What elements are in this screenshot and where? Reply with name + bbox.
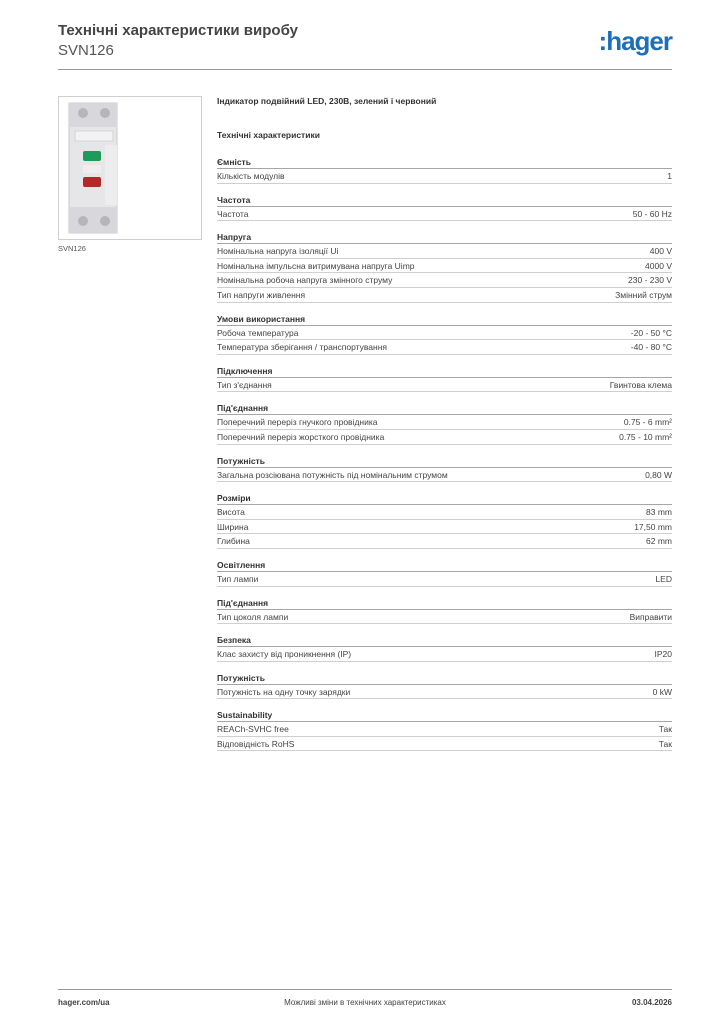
spec-row — [217, 288, 672, 303]
spec-row — [217, 737, 672, 752]
spec-value: -40 - 80 °C — [630, 342, 672, 353]
spec-row — [217, 520, 672, 535]
spec-section — [217, 313, 672, 355]
footer-note: Можливі зміни в технічних характеристиках — [284, 998, 446, 1007]
section-title: Умови використання — [217, 313, 672, 326]
spec-value: IP20 — [654, 649, 672, 660]
spec-value: 62 mm — [646, 536, 672, 547]
spec-label: Номінальна напруга ізоляції Ui — [217, 246, 339, 257]
section-title: Ємність — [217, 156, 672, 169]
spec-section — [217, 559, 672, 587]
section-title: Підключення — [217, 365, 672, 378]
spec-sections — [217, 156, 672, 751]
section-title: Напруга — [217, 231, 672, 244]
spec-label: Частота — [217, 208, 249, 219]
spec-value: 4000 V — [645, 260, 672, 271]
spec-value: 0 kW — [652, 686, 672, 697]
spec-label: Потужність на одну точку зарядки — [217, 686, 351, 697]
section-title: Під'єднання — [217, 402, 672, 415]
spec-label: Температура зберігання / транспортування — [217, 342, 388, 353]
spec-section — [217, 156, 672, 184]
spec-value: 83 mm — [646, 507, 672, 518]
spec-label: Загальна розсіювана потужність під номінальним струмом — [217, 469, 448, 480]
spec-row — [217, 326, 672, 341]
spec-value: Виправити — [629, 611, 672, 622]
spec-row — [217, 468, 672, 483]
spec-value: 50 - 60 Hz — [632, 208, 672, 219]
section-title: Потужність — [217, 672, 672, 685]
spec-value: Так — [658, 738, 672, 749]
spec-label: Ширина — [217, 521, 249, 532]
spec-label: Номінальна імпульсна витримувана напруга Uimp — [217, 260, 415, 271]
spec-label: Поперечний переріз гнучкого провідника — [217, 417, 378, 428]
spec-section — [217, 402, 672, 444]
spec-label: Відповідність RoHS — [217, 738, 295, 749]
spec-label: Робоча температура — [217, 327, 299, 338]
header-divider — [58, 69, 672, 70]
spec-value: Так — [658, 724, 672, 735]
spec-row — [217, 340, 672, 355]
spec-label: Глибина — [217, 536, 250, 547]
spec-value: 1 — [667, 171, 672, 181]
spec-section — [217, 231, 672, 302]
spec-value: 0,80 W — [645, 469, 672, 480]
spec-value: 400 V — [649, 246, 672, 257]
spec-section — [217, 492, 672, 549]
spec-section — [217, 365, 672, 393]
spec-value: 0.75 - 6 mm² — [623, 417, 672, 428]
section-title: Частота — [217, 194, 672, 207]
spec-label: Кількість модулів — [217, 171, 285, 181]
spec-section — [217, 709, 672, 751]
spec-section — [217, 597, 672, 625]
spec-value: Змінний струм — [615, 289, 672, 300]
spec-row — [217, 207, 672, 222]
spec-row — [217, 378, 672, 393]
section-title: Під'єднання — [217, 597, 672, 610]
tech-specs-heading: Технічні характеристики — [217, 130, 320, 140]
spec-row — [217, 534, 672, 549]
spec-row — [217, 610, 672, 625]
spec-row — [217, 169, 672, 184]
spec-label: Тип цоколя лампи — [217, 611, 289, 622]
spec-value: LED — [655, 573, 672, 584]
section-title: Безпека — [217, 634, 672, 647]
spec-label: Тип напруги живлення — [217, 289, 306, 300]
section-title: Потужність — [217, 455, 672, 468]
section-title: Розміри — [217, 492, 672, 505]
spec-row — [217, 259, 672, 274]
product-name: Індикатор подвійний LED, 230В, зелений і червоний — [217, 96, 437, 106]
spec-row — [217, 244, 672, 259]
footer-website: hager.com/ua — [58, 998, 110, 1007]
page-title: Технічні характеристики виробу — [58, 22, 298, 39]
spec-section — [217, 194, 672, 222]
section-title: Освітлення — [217, 559, 672, 572]
spec-label: Тип з'єднання — [217, 379, 272, 390]
spec-value: 17,50 mm — [634, 521, 672, 532]
spec-section — [217, 634, 672, 662]
product-code: SVN126 — [58, 42, 114, 59]
spec-value: -20 - 50 °C — [630, 327, 672, 338]
spec-value: 0.75 - 10 mm² — [619, 431, 672, 442]
spec-row — [217, 415, 672, 430]
spec-value: 230 - 230 V — [628, 275, 672, 286]
footer-divider — [58, 989, 672, 990]
hager-logo: :hager — [598, 26, 672, 56]
spec-label: Тип лампи — [217, 573, 259, 584]
spec-row — [217, 273, 672, 288]
spec-label: Номінальна робоча напруга змінного струму — [217, 275, 393, 286]
spec-label: Поперечний переріз жорсткого провідника — [217, 431, 385, 442]
spec-label: REACh-SVHC free — [217, 724, 289, 735]
spec-row — [217, 647, 672, 662]
spec-label: Клас захисту від проникнення (IP) — [217, 649, 352, 660]
product-image — [58, 96, 202, 240]
spec-value: Гвинтова клема — [609, 379, 672, 390]
spec-row — [217, 505, 672, 520]
product-image-caption: SVN126 — [58, 244, 86, 253]
indicator-device-illustration — [65, 101, 121, 235]
footer-date: 03.04.2026 — [631, 998, 672, 1007]
spec-section — [217, 672, 672, 700]
section-title: Sustainability — [217, 709, 672, 722]
spec-row — [217, 430, 672, 445]
spec-section — [217, 455, 672, 483]
spec-row — [217, 722, 672, 737]
spec-row — [217, 685, 672, 700]
spec-row — [217, 572, 672, 587]
page-footer — [58, 998, 672, 1010]
page-header — [58, 22, 672, 70]
spec-label: Висота — [217, 507, 245, 518]
spec-content — [217, 96, 672, 751]
